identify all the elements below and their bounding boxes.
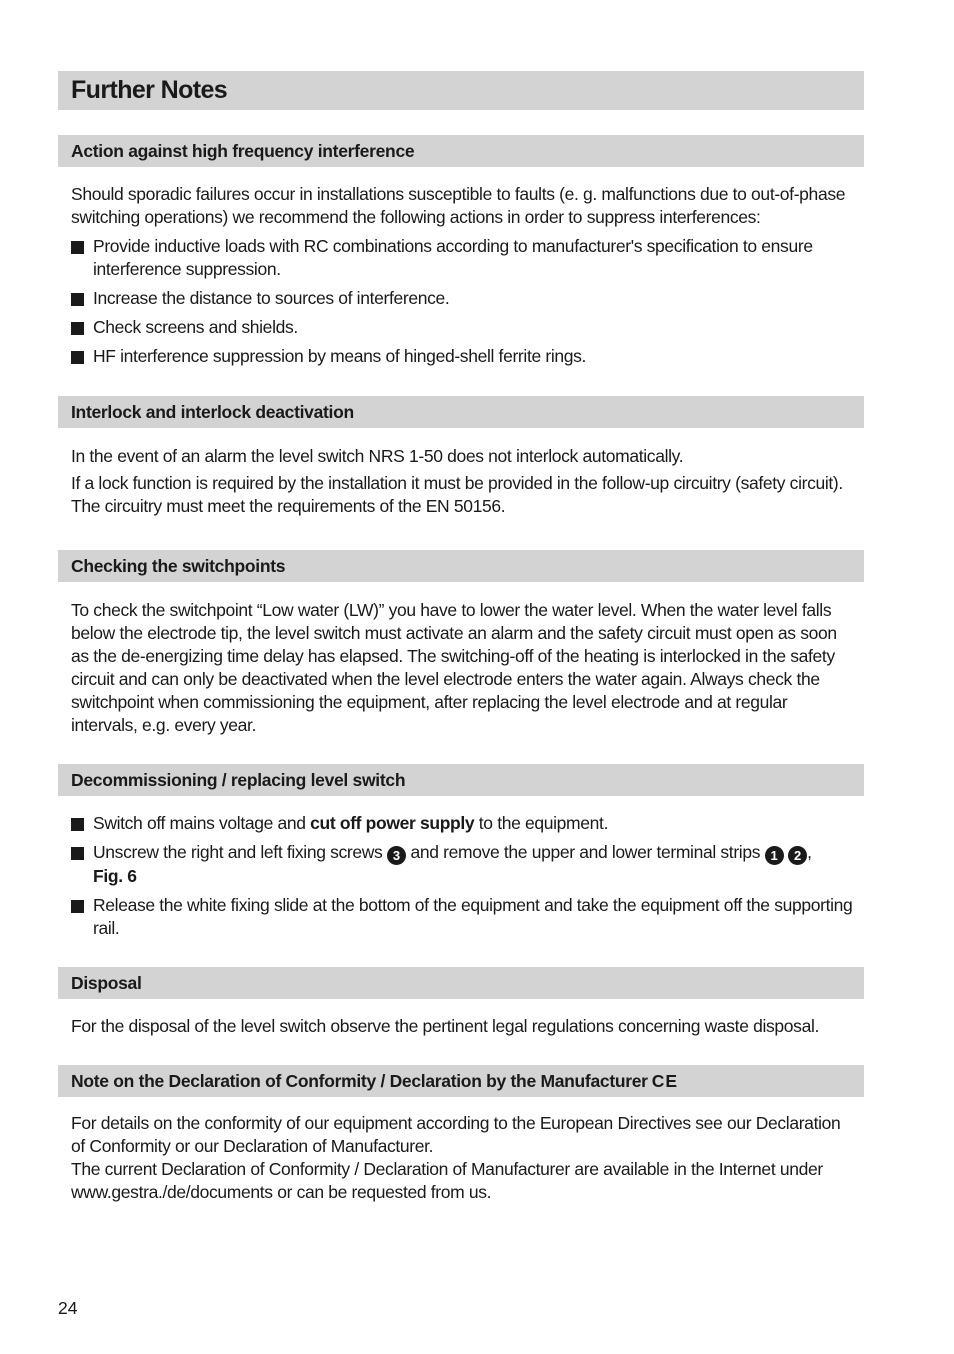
marker-3-icon: 3 (387, 846, 406, 865)
section-hf-interference (58, 135, 864, 368)
marker-2-icon: 2 (788, 846, 807, 865)
list-item (71, 841, 854, 888)
paragraph: In the event of an alarm the level switch NRS 1-50 does not interlock automatically. (71, 446, 684, 466)
item-text: Unscrew the right and left fixing screws (93, 842, 387, 862)
bullet-list (71, 812, 854, 940)
list-item: HF interference suppression by means of hinged-shell ferrite rings. (71, 345, 854, 368)
item-text: and remove the upper and lower terminal strips (405, 842, 765, 862)
section-heading (58, 1065, 864, 1097)
section-heading: Disposal (58, 967, 864, 999)
section-conformity (58, 1065, 864, 1204)
paragraph: For details on the conformity of our equipment according to the European Directives see our Declaration of Conformity or our Declaration of Manufacturer. (71, 1113, 841, 1156)
paragraph: To check the switchpoint “Low water (LW)” you have to lower the water level. When the water level falls below the electrode tip, the level switch must activate an alarm and the safety circuit must open as soon as the de-energizing time delay has elapsed. The switching-off of the heating is interlocked in the safety circuit and can only be deactivated when the level electrode enters the water again. Always check the switchpoint when commissioning the equipment, after replacing the level electrode and at regular intervals, e.g. every year. (71, 600, 837, 735)
section-decommissioning (58, 764, 864, 940)
paragraph: The current Declaration of Conformity / Declaration of Manufacturer are available in the Internet under www.gestra./de/documents or can be requested from us. (71, 1159, 823, 1202)
list-item (71, 812, 854, 835)
figure-reference: Fig. 6 (93, 866, 137, 886)
section-heading-text: Note on the Declaration of Conformity / Declaration by the Manufacturer (71, 1070, 648, 1091)
page-title-bar (58, 71, 864, 110)
section-checking-switchpoints (58, 550, 864, 737)
section-heading: Checking the switchpoints (58, 550, 864, 582)
list-item: Increase the distance to sources of interference. (71, 287, 854, 310)
section-disposal (58, 967, 864, 1038)
section-heading: Interlock and interlock deactivation (58, 396, 864, 428)
section-heading: Action against high frequency interference (58, 135, 864, 167)
item-text: , (807, 842, 812, 862)
list-item: Check screens and shields. (71, 316, 854, 339)
item-bold-text: cut off power supply (310, 813, 475, 833)
page-title: Further Notes (58, 71, 864, 110)
section-intro: Should sporadic failures occur in installations susceptible to faults (e. g. malfunctions due to out-of-phase switching operations) we recommend the following actions in order to suppress interferences: (71, 184, 846, 227)
item-text: to the equipment. (474, 813, 609, 833)
ce-mark-icon: CE (651, 1070, 679, 1091)
bullet-list (71, 235, 854, 368)
list-item: Provide inductive loads with RC combinations according to manufacturer's specification to ensure interference suppression. (71, 235, 854, 281)
page-number: 24 (58, 1298, 78, 1318)
list-item: Release the white fixing slide at the bottom of the equipment and take the equipment off the supporting rail. (71, 894, 854, 940)
marker-1-icon: 1 (765, 846, 784, 865)
item-text: Switch off mains voltage and (93, 813, 311, 833)
section-heading: Decommissioning / replacing level switch (58, 764, 864, 796)
section-interlock (58, 396, 864, 518)
paragraph: If a lock function is required by the installation it must be provided in the follow-up circuitry (safety circuit). The circuitry must meet the requirements of the EN 50156. (71, 473, 843, 516)
paragraph: For the disposal of the level switch observe the pertinent legal regulations concerning waste disposal. (71, 1016, 820, 1036)
